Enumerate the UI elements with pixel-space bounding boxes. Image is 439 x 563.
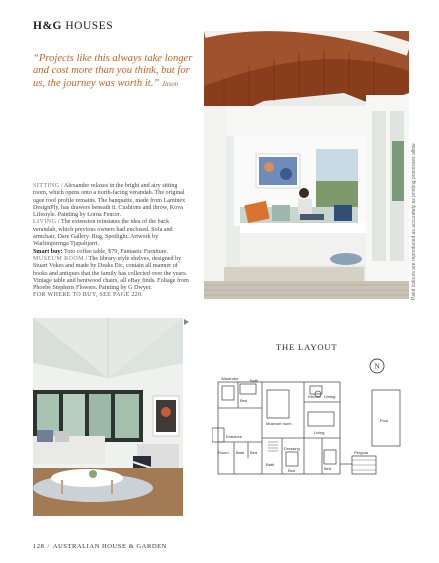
print-disclaimer: Paint colours are reproduced as accurately as printing processes allow.: [411, 142, 417, 300]
living-room-photo: [33, 318, 183, 516]
museum-heading: MUSEUM ROOM: [33, 255, 84, 262]
living-paragraph: [33, 219, 193, 248]
magazine-name: AUSTRALIAN HOUSE & GARDEN: [52, 543, 167, 550]
room-label-pool: Pool: [380, 418, 389, 423]
room-label-entrance: Entrance: [226, 434, 243, 439]
sitting-paragraph: [33, 183, 193, 219]
where-to-buy: FOR WHERE TO BUY, SEE PAGE 220.: [33, 292, 144, 299]
room-label-museum: Museum room: [266, 421, 292, 426]
room-label-kitchen: Kitchen: [308, 394, 322, 399]
living-text: / The extension reinstates the idea of the back verandah, which previous owners had enclosed. Sofa and armchair, Dare Gallery. Rug, Spotlight. Artwork by Warlimpirrnga Tjapaltjarri.: [33, 219, 173, 248]
museum-text: / The library-style shelves, designed by Stuart Vokes and made by Deaks Etc, contain all manner of books and antiques that the family has collected over the years. Vintage table and bentwood chairs, all eBay finds. Foliage from Phoebe Stephens Flowers. Painting by G Dwyer.: [33, 255, 189, 292]
room-label-bed-4: Bed: [324, 466, 332, 471]
layout-title: THE LAYOUT: [276, 342, 338, 352]
room-label-wardrobe: Wardrobe: [221, 376, 239, 381]
museum-paragraph: [33, 256, 193, 292]
smart-buy-label: Smart buy:: [33, 248, 63, 255]
page-folio: 128 / AUSTRALIAN HOUSE & GARDEN: [33, 543, 167, 550]
room-label-bath-2: Bath: [236, 450, 245, 455]
sitting-room-photo: [204, 31, 409, 299]
smart-buy-paragraph: [33, 249, 193, 256]
room-label-bed-2: Bed: [250, 450, 258, 455]
room-label-dining: Dining: [324, 394, 336, 399]
room-label-bed-1: Bed: [240, 398, 248, 403]
room-label-dressing: Dressing: [284, 446, 300, 451]
room-label-bath-3: Bath: [266, 462, 275, 467]
pull-quote: [33, 53, 193, 90]
quote-text: “Projects like this always take longer and cost more than you think, but for us, the journey was worth it.”: [33, 53, 193, 89]
sitting-text: / Alexander relaxes in the bright and airy sitting room, which opens onto a north-facing verandah. The original ogee roof profile remains. The banquette, made from Laminex DesignPly, has drawers beneath it. Cushions and throw, Kova Lifestyle. Painting by Lorna Fencer.: [33, 183, 186, 219]
smart-buy-text: Toto coffee table, $79, Fantastic Furniture.: [64, 248, 169, 255]
compass-letter: N: [374, 362, 380, 371]
living-heading: LIVING: [33, 219, 57, 226]
body-copy: [33, 183, 193, 300]
room-label-bath-1: Bath: [250, 378, 259, 383]
sitting-heading: SITTING: [33, 183, 60, 189]
play-arrow-icon: [184, 319, 189, 325]
floor-plan: [212, 368, 422, 488]
quote-attribution: Jason: [161, 79, 179, 88]
room-label-pergola: Pergola: [354, 450, 368, 455]
room-label-bed-3: Bed: [288, 468, 296, 473]
brand-section: HOUSES: [65, 20, 114, 32]
room-label-living: Living: [314, 430, 325, 435]
room-label-room: Room: [218, 450, 229, 455]
section-header: [33, 20, 113, 32]
brand-bold: H&G: [33, 20, 62, 32]
page-number: 128: [33, 543, 45, 550]
